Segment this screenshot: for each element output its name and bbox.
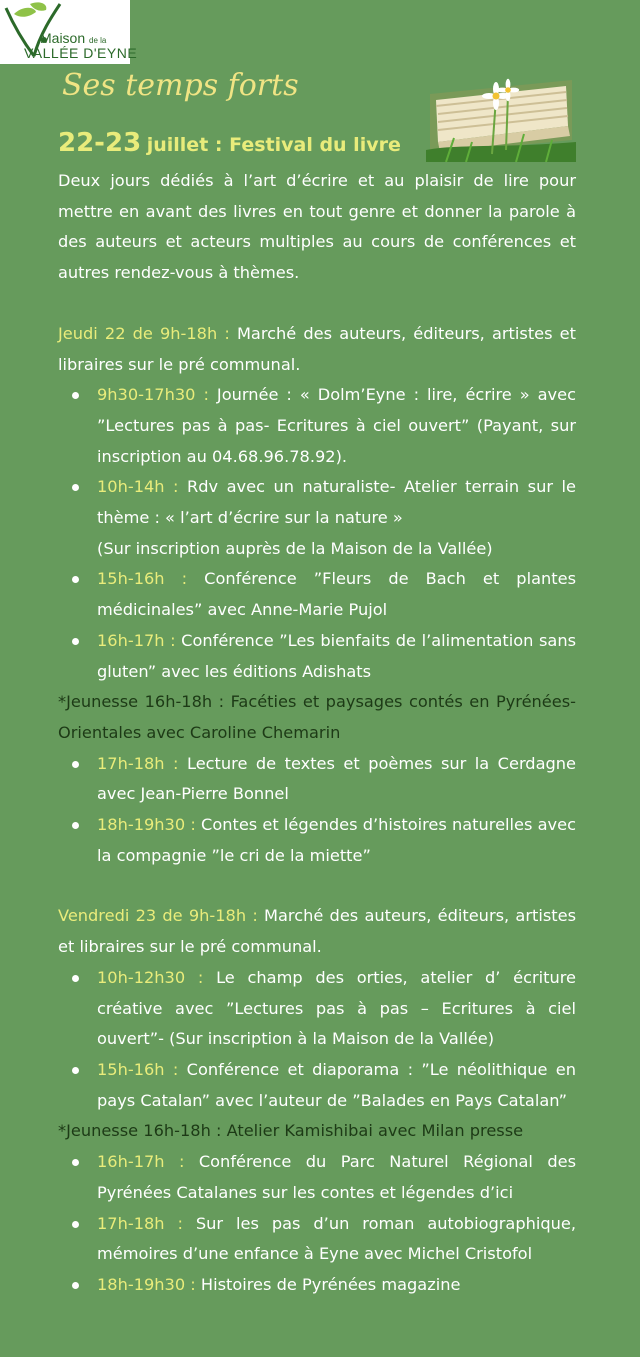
logo-line-2: VALLÉE D'EYNE — [24, 45, 138, 61]
day2-heading: Vendredi 23 de 9h-18h : — [58, 906, 258, 926]
section-title: Ses temps forts — [62, 68, 299, 103]
list-item: 9h30-17h30 : Journée : « Dolm’Eyne : lire, écrire » avec ”Lectures pas à pas- Ecritures à ciel ouvert” (Payant, sur inscription au 04.68.96.78.92). — [97, 380, 576, 472]
logo — [0, 0, 138, 64]
day2-list — [58, 963, 576, 1117]
festival-label: juillet : Festival du livre — [146, 134, 401, 156]
day2-paragraph — [58, 901, 576, 962]
festival-heading — [58, 128, 401, 158]
list-item: 16h-17h : Conférence ”Les bienfaits de l’alimentation sans gluten” avec les éditions Adishats — [97, 626, 576, 687]
list-item: 10h-12h30 : Le champ des orties, atelier d’ écriture créative avec ”Lectures pas à pas – Ecritures à ciel ouvert”- (Sur inscription à la Maison de la Vallée) — [97, 963, 576, 1055]
list-item: 17h-18h : Lecture de textes et poèmes sur la Cerdagne avec Jean-Pierre Bonnel — [97, 749, 576, 810]
logo-line-1: Maison de la — [40, 30, 107, 46]
day1-text: Marché des auteurs, éditeurs, artistes et libraires sur le pré communal. — [58, 323, 576, 374]
day2-youth: *Jeunesse 16h-18h : Atelier Kamishibai avec Milan presse — [58, 1121, 524, 1141]
day2-list-2 — [58, 1147, 576, 1301]
intro-paragraph: Deux jours dédiés à l’art d’écrire et au plaisir de lire pour mettre en avant des livres en tout genre et donner la parole à des auteurs et acteurs multiples au cours de conférences et autres rendez-vous à thèmes. — [58, 171, 576, 283]
list-item: 15h-16h : Conférence et diaporama : ”Le néolithique en pays Catalan” avec l’auteur de ”Balades en Pays Catalan” — [97, 1055, 576, 1116]
festival-dates: 22-23 — [58, 128, 142, 158]
list-item: 16h-17h : Conférence du Parc Naturel Régional des Pyrénées Catalanes sur les contes et légendes d’ici — [97, 1147, 576, 1208]
program-content — [58, 166, 576, 1301]
list-item: 18h-19h30 : Contes et légendes d’histoires naturelles avec la compagnie ”le cri de la miette” — [97, 810, 576, 871]
list-item: 17h-18h : Sur les pas d’un roman autobiographique, mémoires d’une enfance à Eyne avec Michel Cristofol — [97, 1209, 576, 1270]
day1-paragraph — [58, 319, 576, 380]
list-item: 18h-19h30 : Histoires de Pyrénées magazine — [97, 1270, 576, 1301]
book-daisy-image — [426, 54, 576, 162]
day2-text: Marché des auteurs, éditeurs, artistes et libraires sur le pré communal. — [58, 906, 576, 957]
day1-list — [58, 380, 576, 687]
day1-youth: *Jeunesse 16h-18h : Facéties et paysages contés en Pyrénées-Orientales avec Caroline Chemarin — [58, 692, 576, 742]
list-item: 10h-14h : Rdv avec un naturaliste- Atelier terrain sur le thème : « l’art d’écrire sur la nature » (Sur inscription auprès de la Maison de la Vallée) — [97, 472, 576, 564]
day1-list-2 — [58, 749, 576, 872]
list-item: 15h-16h : Conférence ”Fleurs de Bach et plantes médicinales” avec Anne-Marie Pujol — [97, 564, 576, 625]
day1-heading: Jeudi 22 de 9h-18h : — [58, 323, 230, 343]
